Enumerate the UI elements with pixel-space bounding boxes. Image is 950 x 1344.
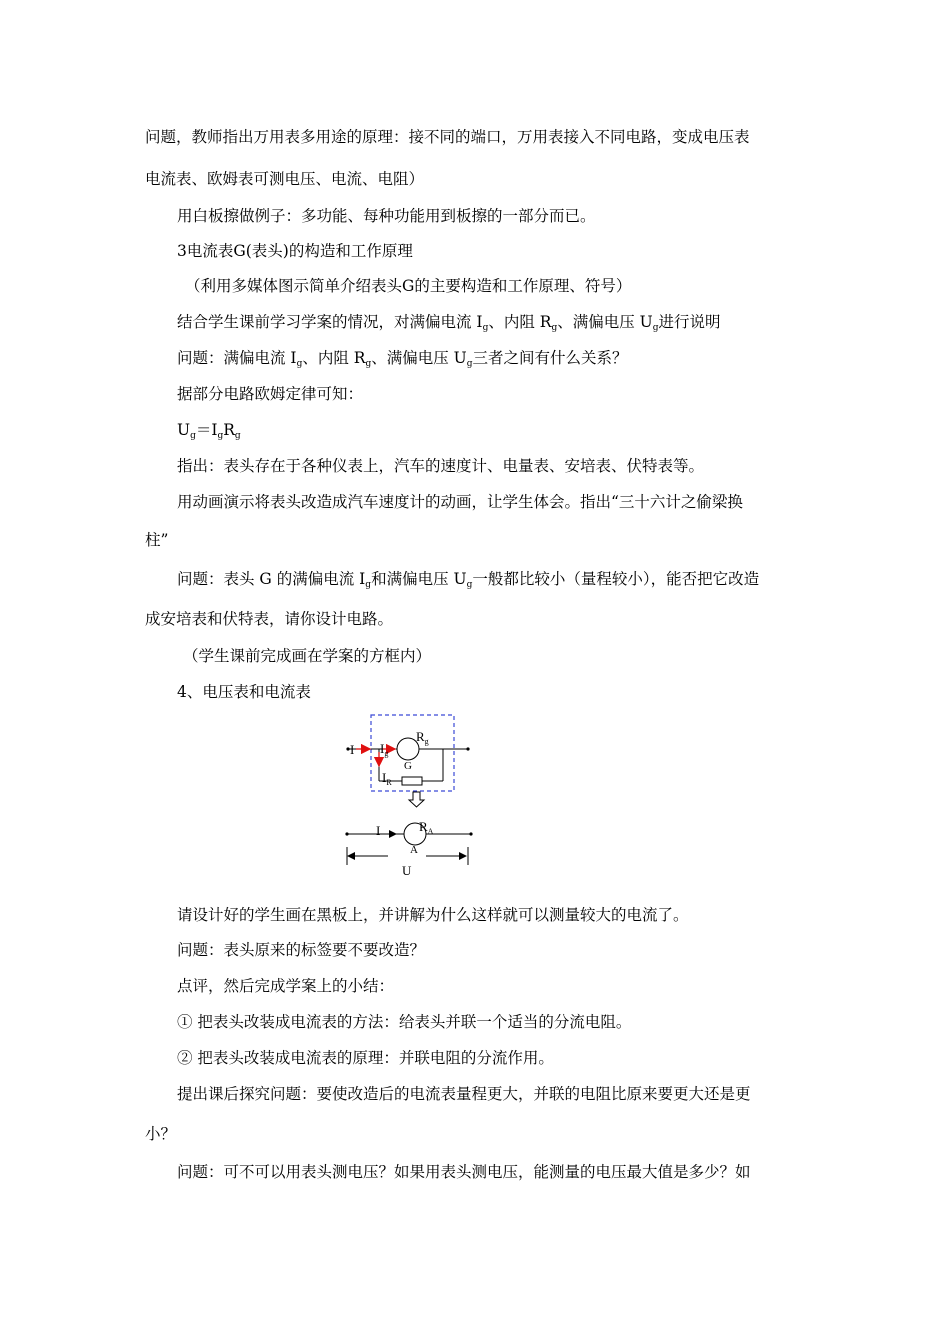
label-Rg: $R_g$ (416, 729, 429, 746)
label-IR: $I_R$ (382, 770, 392, 787)
paragraph: 据部分电路欧姆定律可知： (177, 385, 364, 403)
paragraph: 问题：满偏电流 $I_g$、内阻 $R_g$、满偏电压 $U_g$三者之间有什么关系？ (177, 349, 628, 369)
label-A: A (410, 844, 418, 856)
label-RA: $R_A$ (419, 819, 434, 836)
paragraph: 结合学生课前学习学案的情况，对满偏电流 $I_g$、内阻 $R_g$、满偏电压 $U_g$进行说明 (177, 313, 721, 333)
label-U: U (402, 863, 412, 878)
label-G: G (404, 760, 412, 772)
paragraph: 问题：可不可以用表头测电压？如果用表头测电压，能测量的电压最大值是多少？如 (177, 1163, 751, 1181)
shunt-resistor (402, 777, 422, 785)
list-item: ① 把表头改装成电流表的方法：给表头并联一个适当的分流电阻。 (177, 1013, 632, 1031)
formula: $U_g=I_gR_g$ (177, 421, 241, 441)
paragraph: 小？ (145, 1125, 177, 1143)
terminal-right (466, 747, 469, 750)
list-item: ② 把表头改装成电流表的原理：并联电阻的分流作用。 (177, 1049, 554, 1067)
paragraph: 电流表、欧姆表可测电压、电流、电阻） (145, 170, 425, 188)
paragraph: （学生课前完成画在学案的方框内） (183, 647, 432, 665)
paragraph: 成安培表和伏特表，请你设计电路。 (145, 610, 394, 628)
circuit-diagram (330, 708, 490, 883)
paragraph: 用动画演示将表头改造成汽车速度计的动画，让学生体会。指出“三十六计之偷梁换 (177, 493, 743, 511)
paragraph: 问题：表头 G 的满偏电流 $I_g$和满偏电压 $U_g$一般都比较小（量程较小），能否把它改造 (177, 570, 760, 590)
paragraph: 问题：表头原来的标签要不要改造？ (177, 941, 426, 959)
terminal-right (469, 832, 472, 835)
paragraph: 柱” (145, 531, 169, 549)
section-heading: 3电流表G(表头)的构造和工作原理 (177, 242, 413, 260)
paragraph: 请设计好的学生画在黑板上，并讲解为什么这样就可以测量较大的电流了。 (177, 906, 689, 924)
label-I: I (350, 742, 355, 757)
paragraph: 点评，然后完成学案上的小结： (177, 977, 395, 995)
label-Ig: $I_g$ (380, 741, 389, 758)
transform-arrow-icon (409, 792, 424, 807)
paragraph: 提出课后探究问题：要使改造后的电流表量程更大，并联的电阻比原来要更大还是更 (177, 1085, 751, 1103)
paragraph: （利用多媒体图示简单介绍表头G的主要构造和工作原理、符号） (185, 277, 632, 295)
paragraph: 指出：表头存在于各种仪表上，汽车的速度计、电量表、安培表、伏特表等。 (177, 457, 705, 475)
paragraph: 用白板擦做例子：多功能、每种功能用到板擦的一部分而已。 (177, 207, 596, 225)
label-I2: I (376, 823, 381, 838)
paragraph: 问题，教师指出万用表多用途的原理：接不同的端口，万用表接入不同电路，变成电压表 (145, 128, 750, 146)
section-heading: 4、电压表和电流表 (177, 683, 311, 701)
